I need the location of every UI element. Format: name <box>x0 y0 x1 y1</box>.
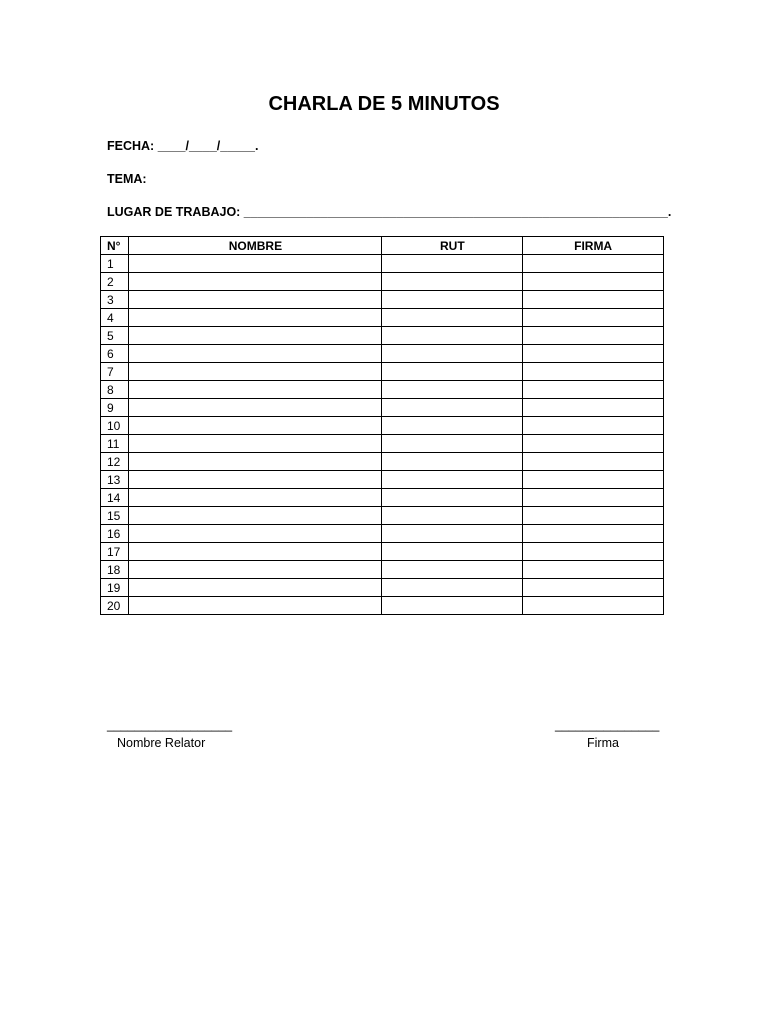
row-number: 20 <box>101 597 129 615</box>
table-row <box>101 417 664 435</box>
firma-cell[interactable] <box>523 381 664 399</box>
rut-cell[interactable] <box>382 453 523 471</box>
nombre-cell[interactable] <box>129 345 382 363</box>
nombre-cell[interactable] <box>129 309 382 327</box>
header-number: N° <box>101 237 129 255</box>
table-row <box>101 363 664 381</box>
fecha-field: FECHA: ____/____/_____. <box>107 139 259 153</box>
table-row <box>101 543 664 561</box>
table-row <box>101 435 664 453</box>
firma-cell[interactable] <box>523 309 664 327</box>
row-number: 5 <box>101 327 129 345</box>
nombre-cell[interactable] <box>129 471 382 489</box>
table-row <box>101 291 664 309</box>
row-number: 10 <box>101 417 129 435</box>
table-row <box>101 327 664 345</box>
firma-cell[interactable] <box>523 345 664 363</box>
table-row <box>101 381 664 399</box>
table-row <box>101 507 664 525</box>
row-number: 11 <box>101 435 129 453</box>
row-number: 6 <box>101 345 129 363</box>
nombre-cell[interactable] <box>129 399 382 417</box>
row-number: 13 <box>101 471 129 489</box>
table-row <box>101 309 664 327</box>
rut-cell[interactable] <box>382 471 523 489</box>
nombre-cell[interactable] <box>129 417 382 435</box>
attendance-table <box>100 236 664 615</box>
firma-cell[interactable] <box>523 255 664 273</box>
table-row <box>101 597 664 615</box>
row-number: 15 <box>101 507 129 525</box>
firma-cell[interactable] <box>523 597 664 615</box>
firma-cell[interactable] <box>523 327 664 345</box>
rut-cell[interactable] <box>382 417 523 435</box>
tema-field: TEMA: <box>107 172 147 186</box>
firma-cell[interactable] <box>523 525 664 543</box>
table-row <box>101 561 664 579</box>
firma-cell[interactable] <box>523 417 664 435</box>
attendance-table-body <box>101 255 664 615</box>
nombre-cell[interactable] <box>129 363 382 381</box>
rut-cell[interactable] <box>382 399 523 417</box>
firma-cell[interactable] <box>523 453 664 471</box>
table-row <box>101 579 664 597</box>
rut-cell[interactable] <box>382 489 523 507</box>
nombre-relator-label: Nombre Relator <box>117 736 206 750</box>
rut-cell[interactable] <box>382 327 523 345</box>
rut-cell[interactable] <box>382 597 523 615</box>
rut-cell[interactable] <box>382 345 523 363</box>
nombre-cell[interactable] <box>129 291 382 309</box>
row-number: 19 <box>101 579 129 597</box>
nombre-cell[interactable] <box>129 579 382 597</box>
firma-label: Firma <box>587 736 619 750</box>
nombre-cell[interactable] <box>129 327 382 345</box>
nombre-cell[interactable] <box>129 453 382 471</box>
table-row <box>101 453 664 471</box>
firma-cell[interactable] <box>523 273 664 291</box>
nombre-cell[interactable] <box>129 597 382 615</box>
row-number: 12 <box>101 453 129 471</box>
row-number: 17 <box>101 543 129 561</box>
document-title: CHARLA DE 5 MINUTOS <box>268 93 500 115</box>
header-firma: FIRMA <box>523 237 664 255</box>
firma-cell[interactable] <box>523 507 664 525</box>
header-nombre: NOMBRE <box>129 237 382 255</box>
firma-cell[interactable] <box>523 435 664 453</box>
nombre-cell[interactable] <box>129 381 382 399</box>
rut-cell[interactable] <box>382 525 523 543</box>
table-row <box>101 489 664 507</box>
table-row <box>101 345 664 363</box>
row-number: 18 <box>101 561 129 579</box>
row-number: 2 <box>101 273 129 291</box>
table-row <box>101 255 664 273</box>
row-number: 4 <box>101 309 129 327</box>
nombre-cell[interactable] <box>129 489 382 507</box>
firma-cell[interactable] <box>523 561 664 579</box>
row-number: 16 <box>101 525 129 543</box>
rut-cell[interactable] <box>382 561 523 579</box>
firma-signature-line: _______________ <box>555 718 660 732</box>
firma-cell[interactable] <box>523 363 664 381</box>
rut-cell[interactable] <box>382 435 523 453</box>
rut-cell[interactable] <box>382 381 523 399</box>
firma-cell[interactable] <box>523 543 664 561</box>
table-row <box>101 273 664 291</box>
nombre-cell[interactable] <box>129 435 382 453</box>
nombre-cell[interactable] <box>129 525 382 543</box>
rut-cell[interactable] <box>382 579 523 597</box>
row-number: 8 <box>101 381 129 399</box>
lugar-de-trabajo-field: LUGAR DE TRABAJO: _____________________________________________________________. <box>107 205 672 219</box>
firma-cell[interactable] <box>523 399 664 417</box>
nombre-cell[interactable] <box>129 561 382 579</box>
rut-cell[interactable] <box>382 507 523 525</box>
nombre-cell[interactable] <box>129 255 382 273</box>
firma-cell[interactable] <box>523 579 664 597</box>
relator-signature-line: __________________ <box>107 718 233 732</box>
nombre-cell[interactable] <box>129 273 382 291</box>
nombre-cell[interactable] <box>129 543 382 561</box>
table-row <box>101 399 664 417</box>
rut-cell[interactable] <box>382 273 523 291</box>
row-number: 14 <box>101 489 129 507</box>
table-row <box>101 525 664 543</box>
row-number: 7 <box>101 363 129 381</box>
row-number: 1 <box>101 255 129 273</box>
rut-cell[interactable] <box>382 363 523 381</box>
rut-cell[interactable] <box>382 255 523 273</box>
row-number: 9 <box>101 399 129 417</box>
rut-cell[interactable] <box>382 543 523 561</box>
firma-cell[interactable] <box>523 471 664 489</box>
header-rut: RUT <box>382 237 523 255</box>
firma-cell[interactable] <box>523 291 664 309</box>
table-header-row <box>101 237 664 255</box>
table-row <box>101 471 664 489</box>
row-number: 3 <box>101 291 129 309</box>
nombre-cell[interactable] <box>129 507 382 525</box>
firma-cell[interactable] <box>523 489 664 507</box>
rut-cell[interactable] <box>382 309 523 327</box>
rut-cell[interactable] <box>382 291 523 309</box>
